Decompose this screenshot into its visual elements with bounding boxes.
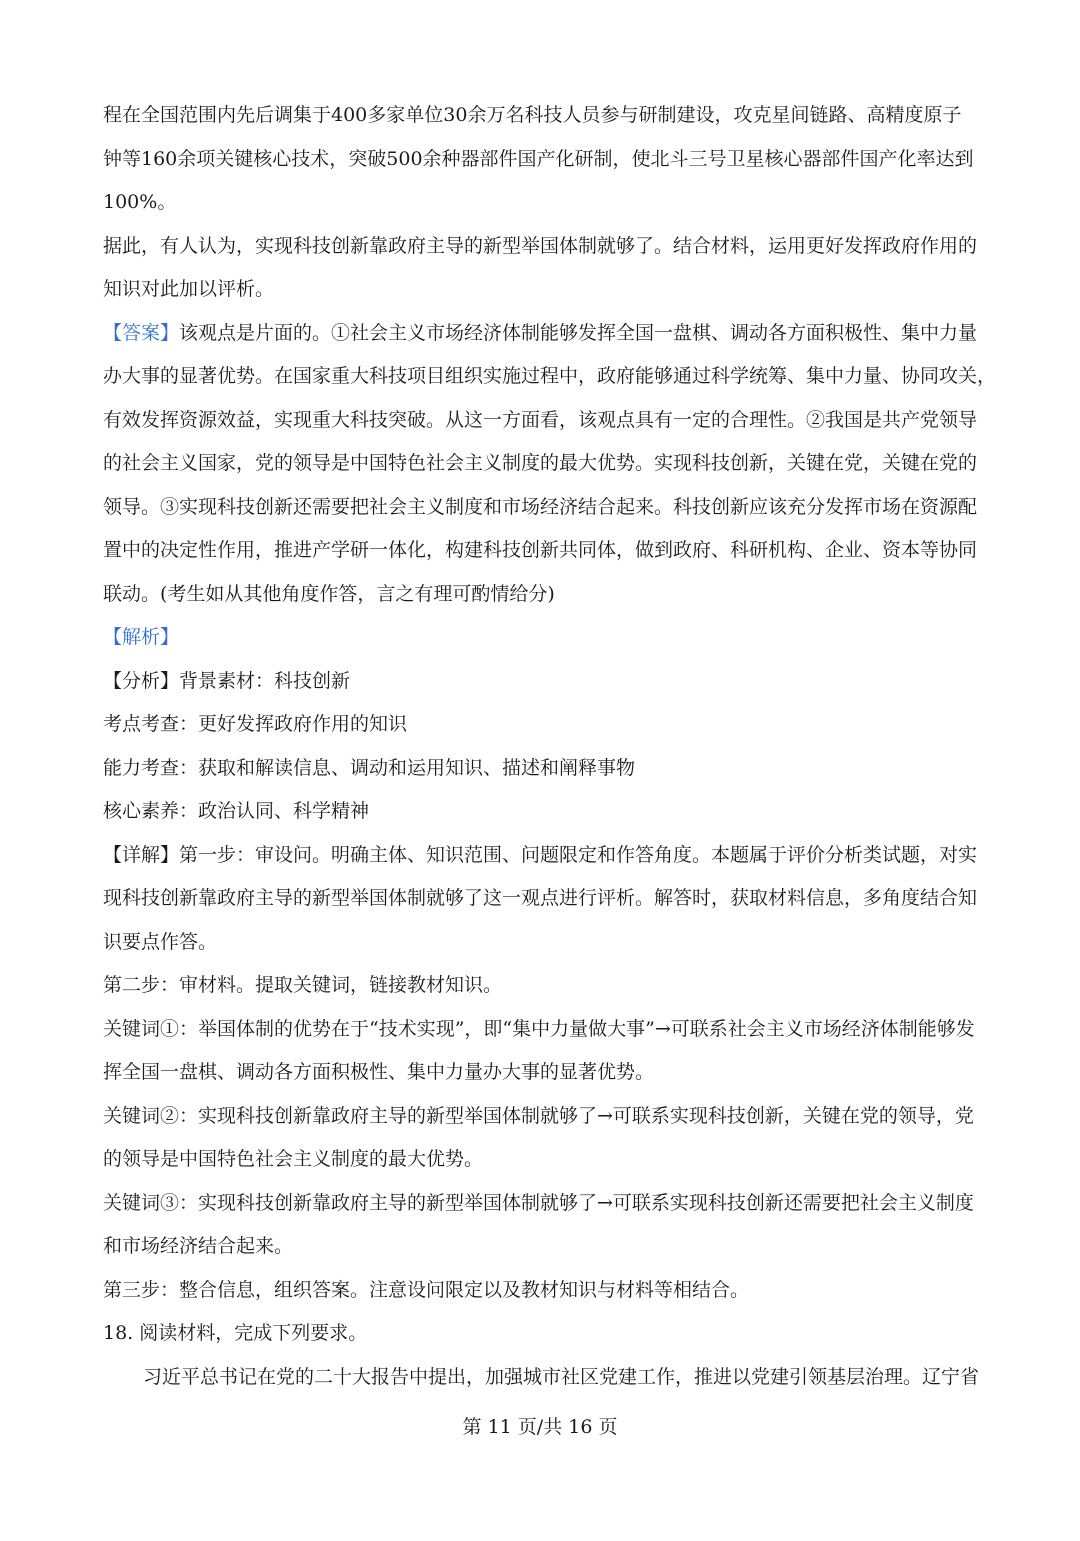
text-line: 关键词①：举国体制的优势在于“技术实现”，即“集中力量做大事”→可联系社会主义市场经济体制能够发 [103, 1017, 975, 1040]
text-line: 领导。③实现科技创新还需要把社会主义制度和市场经济结合起来。科技创新应该充分发挥市场在资源配 [103, 495, 978, 518]
detail-paragraph [103, 834, 1013, 965]
keyword2-paragraph [103, 1095, 1013, 1182]
text-line: 100%。 [103, 191, 177, 213]
text-line: 【详解】第一步：审设问。明确主体、知识范围、问题限定和作答角度。本题属于评价分析类试题，对实 [103, 843, 978, 866]
page-content [103, 94, 1013, 1399]
text-line: 第三步：整合信息，组织答案。注意设问限定以及教材知识与材料等相结合。 [103, 1278, 750, 1301]
text-line: 钟等160余项关键核心技术，突破500余种器部件国产化研制，使北斗三号卫星核心器部件国产化率达到 [103, 147, 974, 170]
text-line: 能力考查：获取和解读信息、调动和运用知识、描述和阐释事物 [103, 756, 636, 779]
analysis-paragraph [103, 660, 1013, 834]
question-18-title [103, 1312, 1013, 1356]
analysis-label: 【解析】 [103, 626, 180, 648]
step2-paragraph [103, 964, 1013, 1008]
material-paragraph [103, 94, 1013, 225]
answer-label: 【答案】 [103, 321, 180, 344]
analysis-heading [103, 616, 1013, 660]
text-line: 识要点作答。 [103, 930, 218, 953]
question-paragraph [103, 225, 1013, 312]
text-line: 习近平总书记在党的二十大报告中提出，加强城市社区党建工作，推进以党建引领基层治理。辽宁省 [143, 1365, 980, 1388]
keyword3-paragraph [103, 1182, 1013, 1269]
text-line: 办大事的显著优势。在国家重大科技项目组织实施过程中，政府能够通过科学统筹、集中力量、协同攻关， [103, 365, 997, 387]
text-line: 关键词②：实现科技创新靠政府主导的新型举国体制就够了→可联系实现科技创新，关键在党的领导，党 [103, 1104, 974, 1127]
text-line: 联动。(考生如从其他角度作答，言之有理可酌情给分) [103, 582, 555, 605]
text-line: 关键词③：实现科技创新靠政府主导的新型举国体制就够了→可联系实现科技创新还需要把社会主义制度 [103, 1191, 974, 1214]
keyword1-paragraph [103, 1008, 1013, 1095]
text-line: 现科技创新靠政府主导的新型举国体制就够了这一观点进行评析。解答时，获取材料信息，多角度结合知 [103, 887, 978, 909]
text-line: 【分析】背景素材：科技创新 [103, 669, 351, 692]
question-18-material [103, 1356, 1013, 1400]
text-line [103, 312, 1013, 356]
text-line: 知识对此加以评析。 [103, 278, 275, 300]
text-line: 的社会主义国家，党的领导是中国特色社会主义制度的最大优势。实现科技创新，关键在党，关键在党的 [103, 452, 978, 474]
page-number-footer: 第 11 页/共 16 页 [462, 1416, 618, 1438]
text-line: 置中的决定性作用，推进产学研一体化，构建科技创新共同体，做到政府、科研机构、企业、资本等协同 [103, 539, 978, 561]
answer-text: 该观点是片面的。①社会主义市场经济体制能够发挥全国一盘棋、调动各方面积极性、集中力量 [179, 321, 978, 344]
text-line: 考点考查：更好发挥政府作用的知识 [103, 713, 408, 735]
text-line: 挥全国一盘棋、调动各方面积极性、集中力量办大事的显著优势。 [103, 1061, 655, 1083]
text-line: 18. 阅读材料，完成下列要求。 [103, 1322, 368, 1344]
text-line: 有效发挥资源效益，实现重大科技突破。从这一方面看，该观点具有一定的合理性。②我国是共产党领导 [103, 408, 978, 431]
text-line: 据此，有人认为，实现科技创新靠政府主导的新型举国体制就够了。结合材料，运用更好发挥政府作用的 [103, 234, 978, 257]
answer-paragraph [103, 312, 1013, 617]
text-line: 和市场经济结合起来。 [103, 1235, 294, 1257]
text-line: 程在全国范围内先后调集于400多家单位30余万名科技人员参与研制建设，攻克星间链路、高精度原子 [103, 104, 962, 126]
step3-paragraph [103, 1269, 1013, 1313]
text-line: 第二步：审材料。提取关键词，链接教材知识。 [103, 974, 503, 996]
text-line: 核心素养：政治认同、科学精神 [103, 800, 370, 822]
text-line: 的领导是中国特色社会主义制度的最大优势。 [103, 1148, 484, 1170]
